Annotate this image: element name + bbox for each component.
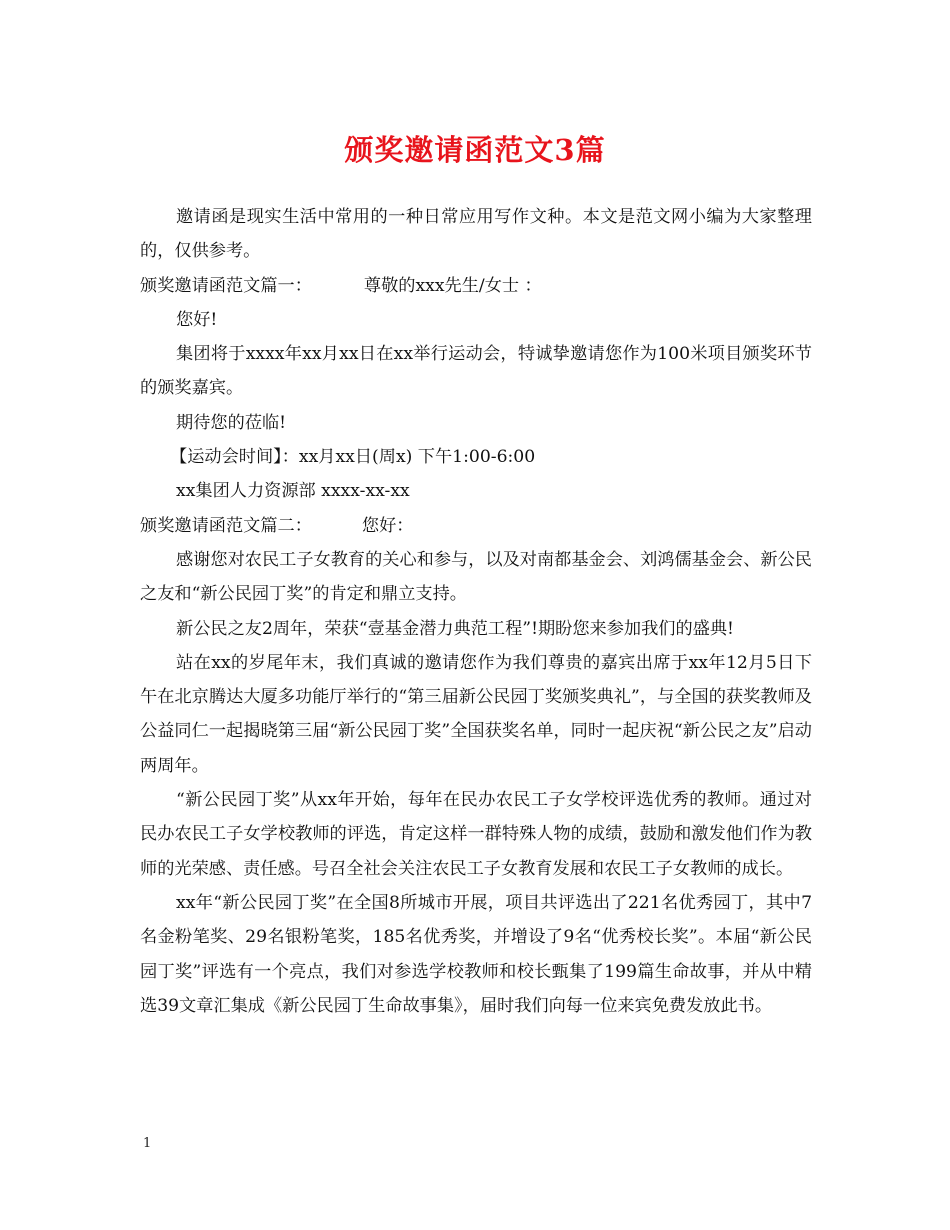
sample2-label: 颁奖邀请函范文篇二： <box>140 515 312 536</box>
sample1-greeting: 您好! <box>176 309 218 330</box>
sample1-label: 颁奖邀请函范文篇一： <box>140 275 312 296</box>
document-body <box>140 200 812 1023</box>
intro-paragraph: 邀请函是现实生活中常用的一种日常应用写作文种。本文是范文网小编为大家整理的，仅供参考。 <box>140 207 812 262</box>
sample2-paragraph: xx年“新公民园丁奖”在全国8所城市开展，项目共评选出了221名优秀园丁，其中7名金粉笔奖、29名银粉笔奖，185名优秀奖，并增设了9名“优秀校长奖”。本届“新公民园丁奖”评选有一个亮点，我们对参选学校教师和校长甄集了199篇生命故事，并从中精选39文章汇集成《新公民园丁生命故事集》，届时我们向每一位来宾免费发放此书。 <box>140 892 812 1016</box>
sample1-time-line: 【运动会时间】：xx月xx日(周x) 下午1:00-6:00 <box>170 447 536 468</box>
page-number: 1 <box>143 1136 152 1151</box>
sample1-heading <box>140 269 812 303</box>
sample2-paragraph: “新公民园丁奖”从xx年开始，每年在民办农民工子女学校评选优秀的教师。通过对民办农民工子女学校教师的评选，肯定这样一群特殊人物的成绩，鼓励和激发他们作为教师的光荣感、责任感。号召全社会关注农民工子女教育发展和农民工子女教师的成长。 <box>140 790 812 879</box>
document-title: 颁奖邀请函范文3篇 <box>344 133 606 167</box>
sample2-paragraph: 感谢您对农民工子女教育的关心和参与，以及对南都基金会、刘鸿儒基金会、新公民之友和“新公民园丁奖”的肯定和鼎立支持。 <box>140 549 812 605</box>
sample1-body: 集团将于xxxx年xx月xx日在xx举行运动会，特诚挚邀请您作为100米项目颁奖环节的颁奖嘉宾。 <box>140 344 812 399</box>
sample2-heading <box>140 509 812 543</box>
sample1-salutation: 尊敬的xxx先生/女士 ： <box>363 275 542 296</box>
sample1-signature: xx集团人力资源部 xxxx-xx-xx <box>176 481 410 502</box>
sample2-paragraph: 站在xx的岁尾年末，我们真诚的邀请您作为我们尊贵的嘉宾出席于xx年12月5日下午在北京腾达大厦多功能厅举行的“第三届新公民园丁奖颁奖典礼”，与全国的获奖教师及公益同仁一起揭晓第三届“新公民园丁奖”全国获奖名单，同时一起庆祝“新公民之友”启动两周年。 <box>140 652 812 776</box>
sample2-paragraph: 新公民之友2周年，荣获“壹基金潜力典范工程”!期盼您来参加我们的盛典! <box>176 618 734 639</box>
sample2-greeting: 您好： <box>361 515 414 536</box>
sample1-closing: 期待您的莅临! <box>176 412 287 433</box>
